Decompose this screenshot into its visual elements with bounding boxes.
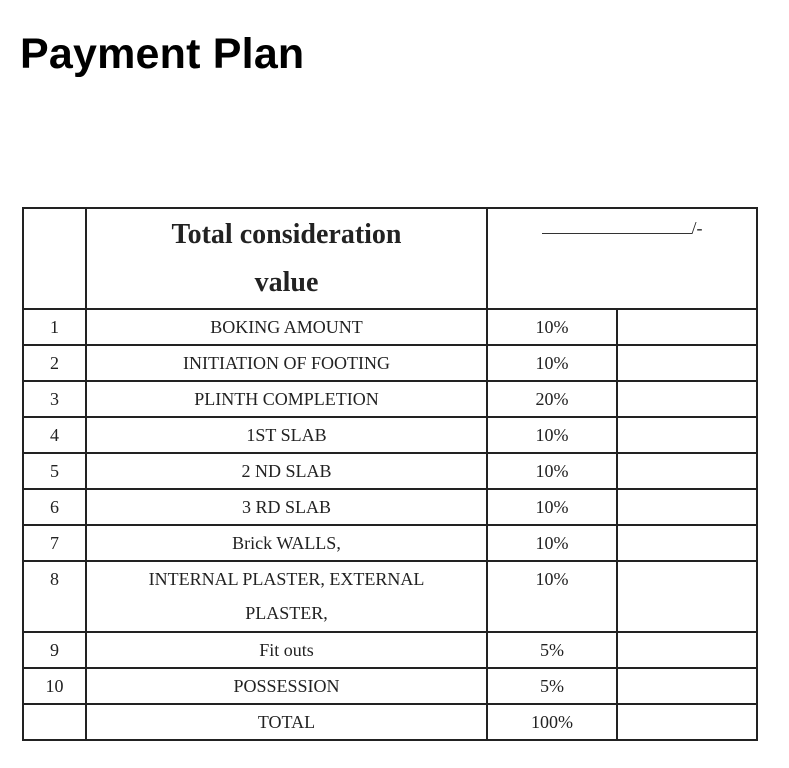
- stage-name: BOKING AMOUNT: [87, 310, 488, 346]
- amount-cell: [618, 310, 758, 346]
- stage-percent: 10%: [488, 346, 618, 382]
- stage-name: 3 RD SLAB: [87, 490, 488, 526]
- stage-name: Brick WALLS,: [87, 526, 488, 562]
- amount-cell: [618, 633, 758, 669]
- amount-cell: [618, 346, 758, 382]
- total-blank-cell: [24, 705, 87, 741]
- stage-name: PLINTH COMPLETION: [87, 382, 488, 418]
- stage-percent: 10%: [488, 562, 618, 633]
- value-suffix: /-: [691, 218, 703, 238]
- stage-name-line1: INTERNAL PLASTER, EXTERNAL: [148, 569, 425, 589]
- stage-name: INITIATION OF FOOTING: [87, 346, 488, 382]
- row-number: 5: [24, 454, 87, 490]
- row-number: 1: [24, 310, 87, 346]
- row-number: 9: [24, 633, 87, 669]
- header-label-line1: Total consideration: [171, 219, 402, 250]
- stage-percent: 10%: [488, 454, 618, 490]
- stage-percent: 5%: [488, 669, 618, 705]
- total-consideration-value-cell: [488, 209, 758, 310]
- page-title: Payment Plan: [20, 30, 305, 78]
- row-number: 7: [24, 526, 87, 562]
- stage-percent: 10%: [488, 490, 618, 526]
- value-blank-line: [542, 219, 692, 234]
- row-number: 10: [24, 669, 87, 705]
- row-number: 4: [24, 418, 87, 454]
- amount-cell: [618, 454, 758, 490]
- row-number: 3: [24, 382, 87, 418]
- stage-percent: 10%: [488, 418, 618, 454]
- total-consideration-label-cell: [87, 209, 488, 310]
- stage-name: 1ST SLAB: [87, 418, 488, 454]
- total-amount-cell: [618, 705, 758, 741]
- payment-plan-table: [22, 207, 758, 741]
- stage-percent: 5%: [488, 633, 618, 669]
- row-number: 8: [24, 562, 87, 633]
- amount-cell: [618, 669, 758, 705]
- header-blank-cell: [24, 209, 87, 310]
- amount-cell: [618, 490, 758, 526]
- amount-cell: [618, 562, 758, 633]
- stage-name: Fit outs: [87, 633, 488, 669]
- amount-cell: [618, 526, 758, 562]
- header-label-line2: value: [254, 267, 319, 298]
- row-number: 2: [24, 346, 87, 382]
- total-percent: 100%: [488, 705, 618, 741]
- amount-cell: [618, 382, 758, 418]
- stage-name-line2: PLASTER,: [245, 603, 328, 623]
- total-label: TOTAL: [87, 705, 488, 741]
- stage-percent: 10%: [488, 526, 618, 562]
- stage-name: 2 ND SLAB: [87, 454, 488, 490]
- stage-percent: 10%: [488, 310, 618, 346]
- stage-name: [87, 562, 488, 633]
- amount-cell: [618, 418, 758, 454]
- row-number: 6: [24, 490, 87, 526]
- stage-percent: 20%: [488, 382, 618, 418]
- stage-name: POSSESSION: [87, 669, 488, 705]
